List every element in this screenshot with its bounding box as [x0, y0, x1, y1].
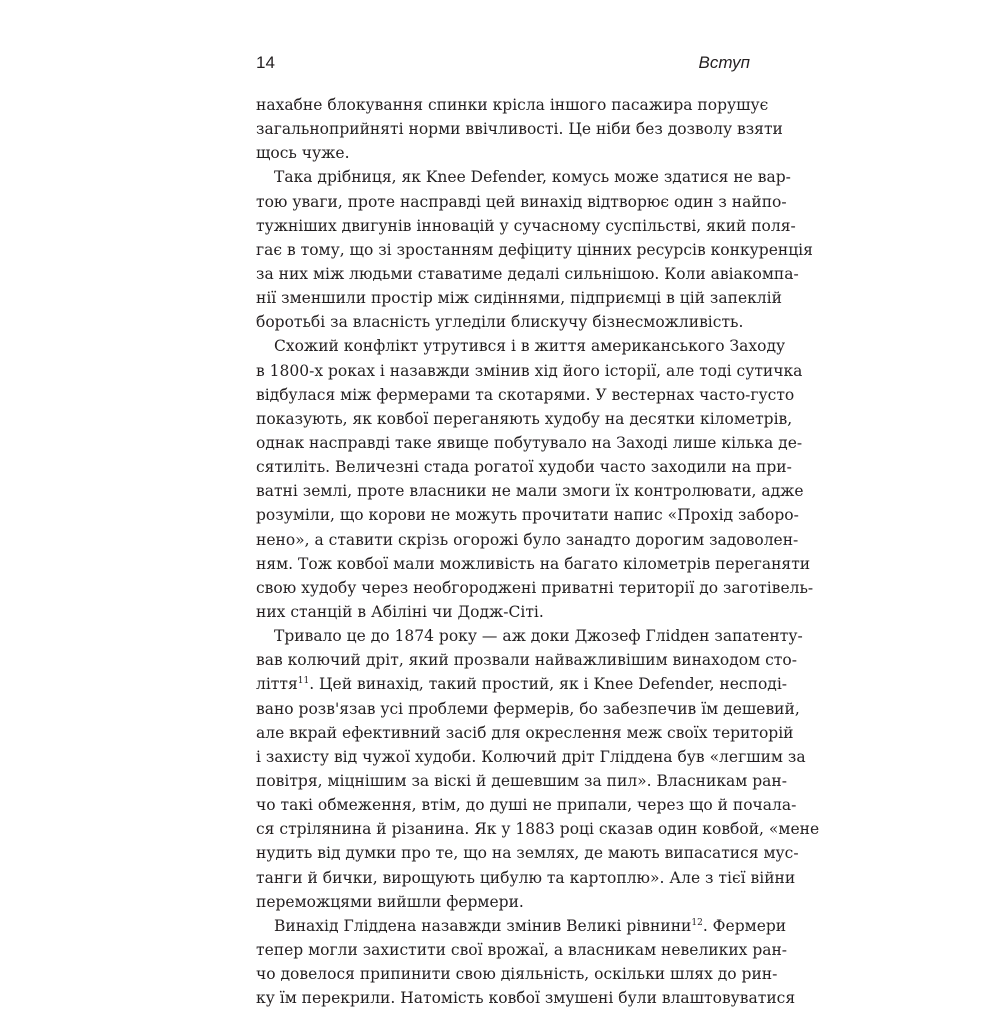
text-line: ням. Тож ковбої мали можливість на багато кілометрів переганяти — [256, 554, 811, 573]
text-line: ватні землі, проте власники не мали змоги їх контролювати, адже — [256, 482, 804, 501]
text-line: нудить від думки про те, що на землях, де мають випасатися мус- — [256, 844, 799, 863]
text-fragment: . Фермери — [702, 916, 787, 935]
text-line: повітря, міцнішим за віскі й дешевшим за пил». Власникам ран- — [256, 771, 787, 790]
text-fragment: . Цей винахід, такий простий, як і Knee Defender, несподі- — [309, 675, 788, 694]
text-line: відбулася між фермерами та скотарями. У вестернах часто-густо — [256, 385, 795, 404]
text-line: загальноприйняті норми ввічливості. Це ніби без дозволу взяти — [256, 120, 783, 139]
text-line: але вкрай ефективний засіб для окреслення меж своїх територій — [256, 723, 794, 742]
text-line: вав колючий дріт, який прозвали найважливішим винаходом сто- — [256, 651, 797, 670]
text-line: і захисту від чужої худоби. Колючий дріт Гліддена був «легшим за — [256, 747, 806, 766]
text-line: щось чуже. — [256, 144, 350, 163]
page-header — [256, 53, 750, 79]
text-line: тепер могли захистити свої врожаї, а власникам невеликих ран- — [256, 940, 788, 959]
body-text — [256, 93, 820, 1010]
text-line: чо довелося припинити свою діяльність, оскільки шлях до рин- — [256, 965, 778, 984]
text-line: свою худобу через необгороджені приватні території до заготівель- — [256, 578, 814, 597]
text-line: в 1800-х роках і назавжди змінив хід його історії, але тоді сутичка — [256, 361, 803, 380]
text-line: сятиліть. Величезні стада рогатої худоби часто заходили на при- — [256, 458, 792, 477]
text-line: показують, як ковбої переганяють худобу на десятки кілометрів, — [256, 409, 793, 428]
text-line: тою уваги, проте насправді цей винахід відтворює один з найпо- — [256, 192, 787, 211]
text-line: нахабне блокування спинки крісла іншого пасажира порушує — [256, 96, 769, 114]
text-line-with-footnote — [256, 672, 788, 696]
text-line: переможцями вийшли фермери. — [256, 892, 524, 911]
running-head: Вступ — [698, 53, 750, 72]
footnote-ref[interactable]: 11 — [297, 676, 310, 687]
text-fragment: ліття — [256, 675, 298, 694]
footnote-ref[interactable]: 12 — [691, 917, 703, 928]
text-line: боротьбі за власність угледіли блискучу бізнесможливість. — [256, 313, 744, 332]
text-line: чо такі обмеження, втім, до душі не припали, через що й почала- — [256, 796, 797, 815]
text-line: вано розв'язав усі проблеми фермерів, бо забезпечив їм дешевий, — [256, 699, 800, 718]
text-line: ся стрілянина й різанина. Як у 1883 році сказав один ковбой, «мене — [256, 820, 820, 839]
text-line: однак насправді таке явище побутувало на Заході лише кілька де- — [256, 433, 803, 452]
text-line: тужніших двигунів інновацій у сучасному суспільстві, який поля- — [256, 216, 796, 235]
text-line: Така дрібниця, як Knee Defender, комусь може здатися не вар- — [274, 168, 791, 187]
page-number: 14 — [256, 53, 275, 72]
text-line: Схожий конфлікт утрутився і в життя американського Заходу — [274, 337, 786, 356]
text-line: за них між людьми ставатиме дедалі сильнішою. Коли авіакомпа- — [256, 264, 799, 283]
text-line: них станцій в Абіліні чи Додж-Сіті. — [256, 602, 544, 621]
text-line: нено», а ставити скрізь огорожі було занадто дорогим задоволен- — [256, 530, 799, 549]
text-line: ку їм перекрили. Натомість ковбої змушені були влаштовуватися — [256, 989, 796, 1008]
text-line: нії зменшили простір між сидіннями, підприємці в цій запеклій — [256, 289, 782, 308]
text-line: танги й бички, вирощують цибулю та картоплю». Але з тієї війни — [256, 868, 796, 887]
text-line-with-footnote — [256, 914, 787, 938]
text-line: розуміли, що корови не можуть прочитати напис «Прохід заборо- — [256, 506, 799, 525]
text-line: гає в тому, що зі зростанням дефіциту цінних ресурсів конкуренція — [256, 240, 813, 259]
text-line: Тривало це до 1874 року — аж доки Джозеф Гліdден запатенту- — [274, 627, 803, 646]
text-fragment: Винахід Гліддена назавжди змінив Великі рівнини — [274, 916, 692, 935]
